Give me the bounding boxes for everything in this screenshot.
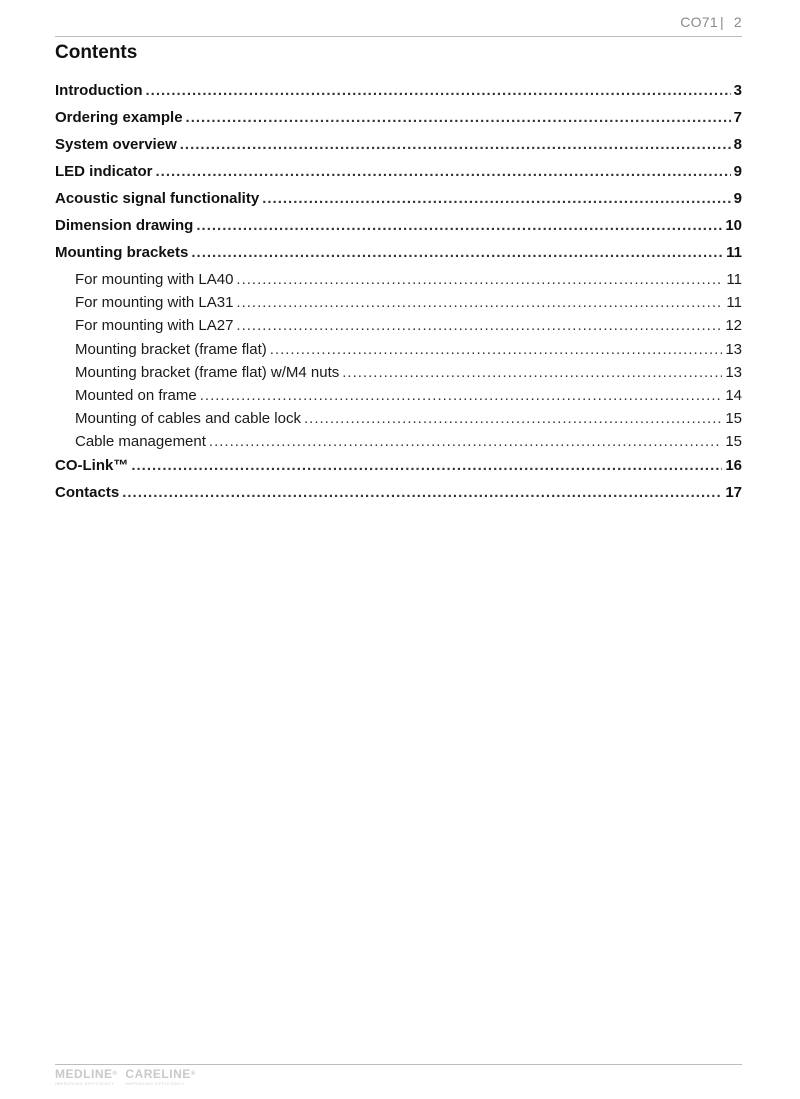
toc-dot-leader [145, 82, 730, 99]
toc-entry-page: 14 [725, 386, 742, 404]
toc-entry-label: Mounted on frame [75, 386, 197, 404]
toc-entry-page: 13 [725, 363, 742, 381]
careline-logo-name: CARELINE [125, 1067, 191, 1081]
toc-entry-page: 7 [733, 109, 742, 126]
toc-entry[interactable] [55, 163, 742, 190]
toc-entry-label: LED indicator [55, 163, 153, 180]
document-code: CO71 [680, 14, 718, 30]
page-number: 2 [733, 14, 742, 30]
medline-logo [55, 1068, 117, 1087]
toc-dot-leader [196, 217, 722, 234]
page-header [55, 12, 742, 37]
toc-dot-leader [186, 109, 731, 126]
toc-dot-leader [209, 433, 722, 450]
toc-entry-label: Mounting bracket (frame flat) [75, 340, 267, 358]
medline-logo-tagline: IMPROVING EFFICIENCY [55, 1081, 115, 1086]
toc-subentry[interactable] [55, 364, 742, 387]
toc-entry-page: 11 [726, 271, 742, 288]
toc-entry[interactable] [55, 190, 742, 217]
toc-entry-label: Acoustic signal functionality [55, 190, 260, 207]
toc-dot-leader [122, 484, 722, 501]
toc-entry[interactable] [55, 484, 742, 511]
toc-entry-label: Introduction [55, 82, 143, 99]
toc-subentry[interactable] [55, 341, 742, 364]
toc-entry-label: Cable management [75, 433, 206, 451]
toc-dot-leader [200, 387, 723, 404]
toc-entry-label: CO-Link™ [55, 456, 129, 474]
page-footer [55, 1064, 742, 1095]
toc-entry-label: For mounting with LA27 [75, 317, 234, 335]
toc-entry[interactable] [55, 217, 742, 244]
toc-dot-leader [270, 341, 723, 358]
toc-entry-page: 17 [725, 483, 742, 501]
toc-entry-label: Dimension drawing [55, 217, 194, 234]
toc-dot-leader [236, 317, 722, 334]
toc-entry-label: Ordering example [55, 109, 183, 126]
toc-dot-leader [131, 457, 722, 474]
toc-entry-page: 11 [726, 244, 742, 261]
brand-logos [55, 1068, 196, 1087]
toc-dot-leader [180, 136, 731, 153]
toc-subentry[interactable] [55, 410, 742, 433]
table-of-contents [55, 82, 742, 511]
page-title: Contents [55, 42, 138, 63]
toc-entry[interactable] [55, 136, 742, 163]
toc-entry-page: 9 [733, 163, 742, 180]
toc-entry-page: 11 [726, 294, 742, 312]
toc-entry-label: Mounting of cables and cable lock [75, 410, 301, 428]
toc-subentry[interactable] [55, 387, 742, 410]
careline-logo-mark: ® [190, 1071, 196, 1077]
toc-dot-leader [262, 190, 730, 207]
header-info [680, 14, 742, 30]
toc-entry[interactable] [55, 109, 742, 136]
toc-dot-leader [304, 410, 722, 427]
toc-entry-page: 13 [725, 340, 742, 358]
toc-dot-leader [236, 271, 723, 288]
toc-entry-page: 15 [725, 433, 742, 451]
medline-logo-mark: ® [112, 1071, 118, 1077]
toc-dot-leader [236, 294, 723, 311]
toc-entry-page: 9 [733, 190, 742, 207]
toc-entry-label: System overview [55, 136, 177, 153]
careline-logo [125, 1068, 195, 1087]
toc-dot-leader [342, 364, 722, 381]
toc-entry[interactable] [55, 244, 742, 271]
toc-subentry[interactable] [55, 433, 742, 456]
toc-dot-leader [191, 244, 723, 261]
toc-entry-label: For mounting with LA40 [75, 271, 234, 288]
header-separator: | [719, 14, 724, 30]
careline-logo-tagline: IMPROVING EFFICIENCY [125, 1081, 186, 1086]
toc-entry-label: Mounting brackets [55, 244, 189, 261]
toc-entry-page: 12 [725, 317, 742, 335]
toc-subentry[interactable] [55, 317, 742, 340]
toc-entry[interactable] [55, 82, 742, 109]
toc-entry-label: For mounting with LA31 [75, 294, 234, 312]
toc-entry-label: Mounting bracket (frame flat) w/M4 nuts [75, 363, 340, 381]
toc-subentry[interactable] [55, 271, 742, 294]
toc-entry[interactable] [55, 457, 742, 484]
medline-logo-name: MEDLINE [55, 1067, 113, 1081]
toc-dot-leader [156, 163, 731, 180]
toc-entry-page: 8 [733, 136, 742, 153]
toc-subentry[interactable] [55, 294, 742, 317]
toc-entry-label: Contacts [55, 483, 120, 501]
toc-entry-page: 3 [733, 82, 742, 99]
toc-entry-page: 16 [725, 456, 742, 474]
toc-entry-page: 10 [725, 217, 742, 234]
toc-entry-page: 15 [725, 410, 742, 428]
